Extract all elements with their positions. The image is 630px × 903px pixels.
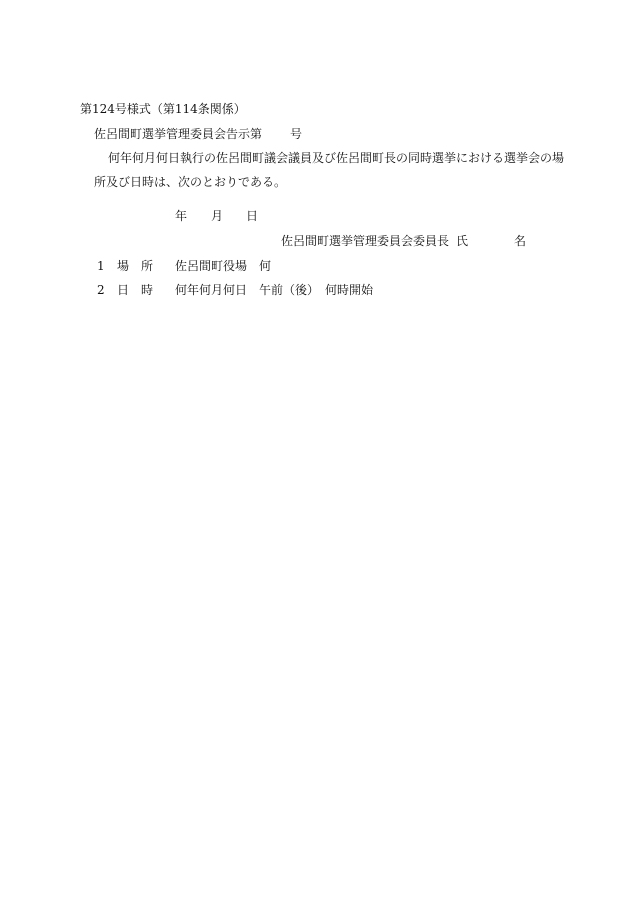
item-number: 1 (97, 259, 105, 273)
item-label-part: 所 (141, 259, 154, 273)
form-title: 第124号様式（第114条関係） (80, 102, 246, 116)
signer-title: 佐呂間町選挙管理委員会委員長 (281, 234, 450, 248)
item-label-part: 日 (117, 283, 130, 297)
date-year-label: 年 (175, 209, 188, 223)
date-month-label: 月 (211, 209, 224, 223)
item-label-part: 時 (141, 283, 154, 297)
item-value: 佐呂間町役場 何 (175, 259, 272, 273)
signer-family-name-label: 氏 (456, 234, 469, 248)
notice-body-line-2: 所及び日時は、次のとおりである。 (94, 175, 287, 189)
item-value: 何年何月何日 午前（後） 何時開始 (175, 283, 374, 297)
item-number: 2 (97, 283, 105, 297)
notice-title: 佐呂間町選挙管理委員会告示第 (94, 127, 263, 141)
item-label-part: 場 (117, 259, 130, 273)
notice-number-label: 号 (290, 127, 303, 141)
signer-given-name-label: 名 (514, 234, 527, 248)
date-day-label: 日 (246, 209, 259, 223)
notice-body-line-1: 何年何月何日執行の佐呂間町議会議員及び佐呂間町長の同時選挙における選挙会の場 (108, 151, 565, 165)
